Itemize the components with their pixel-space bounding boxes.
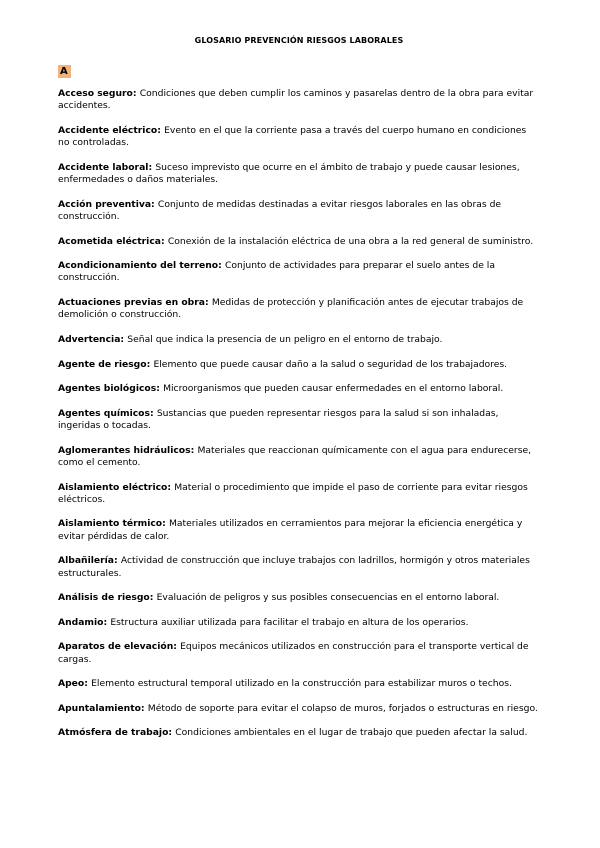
term-separator: : xyxy=(84,678,92,690)
glossary-term: Análisis de riesgo xyxy=(58,592,150,604)
glossary-entry xyxy=(58,199,540,224)
glossary-term: Acondicionamiento del terreno xyxy=(58,260,219,272)
glossary-entry xyxy=(58,408,540,433)
glossary-entry xyxy=(58,703,540,715)
glossary-term: Advertencia xyxy=(58,333,121,345)
glossary-entry xyxy=(58,641,540,666)
glossary-term: Aglomerantes hidráulicos xyxy=(58,444,191,456)
glossary-definition: Elemento que puede causar daño a la salud o seguridad de los trabajadores. xyxy=(153,358,508,370)
glossary-definition: Método de soporte para evitar el colapso de muros, forjados o estructuras en riesgo. xyxy=(147,702,538,714)
glossary-entry xyxy=(58,125,540,150)
glossary-entry xyxy=(58,236,540,248)
glossary-definition: Materiales que reaccionan químicamente con el agua para endurecerse, como el cemento. xyxy=(58,444,532,468)
glossary-entry xyxy=(58,555,540,580)
glossary-definition: Materiales utilizados en cerramientos para mejorar la eficiencia energética y evitar pérdidas de calor. xyxy=(58,518,523,542)
document-title: GLOSARIO PREVENCIÓN RIESGOS LABORALES xyxy=(194,36,404,45)
glossary-term: Agentes biológicos xyxy=(58,383,157,395)
glossary-entry xyxy=(58,162,540,187)
glossary-term: Andamio xyxy=(58,616,104,628)
glossary-definition: Conjunto de medidas destinadas a evitar riesgos laborales en las obras de construcción. xyxy=(58,198,502,222)
term-separator: : xyxy=(204,297,212,309)
glossary-entry xyxy=(58,445,540,470)
term-separator: : xyxy=(148,161,156,173)
glossary-entry xyxy=(58,518,540,543)
glossary-term: Accidente laboral xyxy=(58,161,149,173)
term-separator: : xyxy=(146,358,154,370)
term-separator: : xyxy=(156,383,164,395)
glossary-definition: Elemento estructural temporal utilizado en la construcción para estabilizar muros o techos. xyxy=(91,678,512,690)
glossary-term: Albañilería xyxy=(58,555,114,567)
glossary-definition: Condiciones ambientales en el lugar de trabajo que pueden afectar la salud. xyxy=(175,727,528,739)
glossary-entry xyxy=(58,592,540,604)
glossary-term: Aislamiento eléctrico xyxy=(58,481,168,493)
glossary-entry xyxy=(58,617,540,629)
glossary-entry xyxy=(58,678,540,690)
glossary-term: Atmósfera de trabajo xyxy=(58,727,169,739)
glossary-definition: Sustancias que pueden representar riesgos para la salud si son inhaladas, ingeridas o tocadas. xyxy=(58,407,499,432)
glossary-term: Actuaciones previas en obra xyxy=(58,297,205,309)
term-separator: : xyxy=(167,481,175,493)
glossary-list xyxy=(58,88,540,740)
glossary-definition: Material o procedimiento que impide el paso de corriente para evitar riesgos eléctricos. xyxy=(58,481,528,505)
glossary-entry xyxy=(58,482,540,507)
glossary-definition: Microorganismos que pueden causar enfermedades en el entorno laboral. xyxy=(163,383,504,395)
glossary-entry xyxy=(58,88,540,113)
glossary-entry xyxy=(58,727,540,739)
glossary-term: Acceso seguro xyxy=(58,88,133,99)
term-separator: : xyxy=(132,88,140,99)
glossary-entry xyxy=(58,359,540,371)
term-separator: : xyxy=(120,333,128,345)
term-separator: : xyxy=(218,260,225,272)
glossary-definition: Medidas de protección y planificación antes de ejecutar trabajos de demolición o construcción. xyxy=(58,297,524,321)
glossary-term: Apeo xyxy=(58,678,85,690)
glossary-entry xyxy=(58,334,540,346)
glossary-definition: Conjunto de actividades para preparar el suelo antes de la construcción. xyxy=(58,260,495,284)
section-letter: A xyxy=(58,65,71,78)
glossary-entry xyxy=(58,383,540,395)
glossary-term: Acción preventiva xyxy=(58,198,152,210)
glossary-definition: Evento en el que la corriente pasa a través del cuerpo humano en condiciones no controladas. xyxy=(58,124,527,149)
term-separator: : xyxy=(168,727,176,739)
term-separator: : xyxy=(173,641,181,653)
glossary-term: Agentes químicos xyxy=(58,407,150,419)
glossary-entry xyxy=(58,297,540,322)
glossary-definition: Condiciones que deben cumplir los caminos y pasarelas dentro de la obra para evitar accidentes. xyxy=(58,88,534,112)
glossary-definition: Conexión de la instalación eléctrica de una obra a la red general de suministro. xyxy=(167,235,534,247)
glossary-term: Accidente eléctrico xyxy=(58,124,158,136)
glossary-definition: Evaluación de peligros y sus posibles consecuencias en el entorno laboral. xyxy=(156,592,500,604)
glossary-term: Acometida eléctrica xyxy=(58,235,161,247)
term-separator: : xyxy=(114,555,121,567)
glossary-definition: Equipos mecánicos utilizados en construcción para el transporte vertical de cargas. xyxy=(58,641,529,665)
term-separator: : xyxy=(140,702,148,714)
term-separator: : xyxy=(151,198,158,210)
term-separator: : xyxy=(157,124,165,136)
glossary-term: Aislamiento térmico xyxy=(58,518,163,530)
term-separator: : xyxy=(190,444,198,456)
glossary-definition: Señal que indica la presencia de un peligro en el entorno de trabajo. xyxy=(127,333,443,345)
glossary-term: Aparatos de elevación xyxy=(58,641,174,653)
glossary-definition: Suceso imprevisto que ocurre en el ámbito de trabajo y puede causar lesiones, enfermedades o daños materiales. xyxy=(58,161,520,186)
term-separator: : xyxy=(149,592,157,604)
glossary-term: Apuntalamiento xyxy=(58,702,141,714)
glossary-term: Agente de riesgo xyxy=(58,358,147,370)
glossary-definition: Estructura auxiliar utilizada para facilitar el trabajo en altura de los operarios. xyxy=(110,616,469,628)
glossary-entry xyxy=(58,260,540,285)
term-separator: : xyxy=(149,407,157,419)
term-separator: : xyxy=(103,616,111,628)
glossary-definition: Actividad de construcción que incluye trabajos con ladrillos, hormigón y otros materiales estructurales. xyxy=(58,555,530,579)
term-separator: : xyxy=(160,235,168,247)
term-separator: : xyxy=(162,518,169,530)
